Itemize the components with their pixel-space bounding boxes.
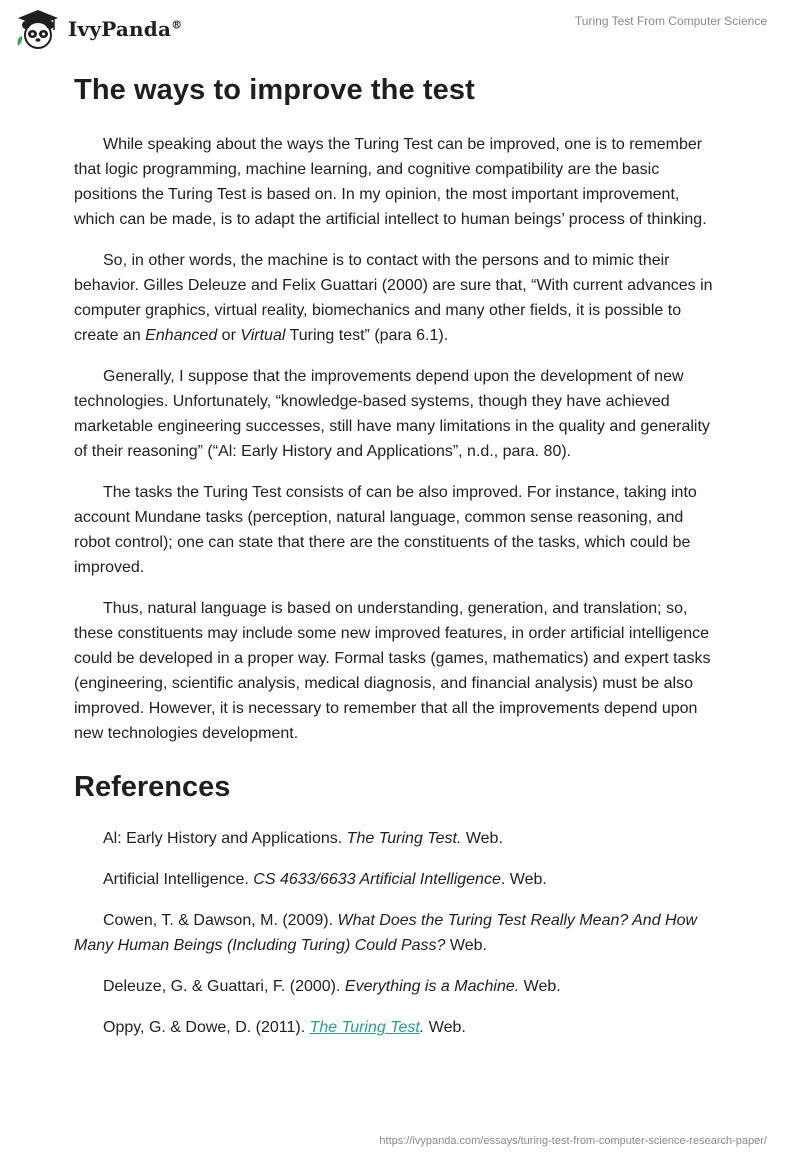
running-title: Turing Test From Computer Science (574, 14, 767, 28)
brand-name: IvyPanda® (68, 17, 183, 41)
paragraph-1: While speaking about the ways the Turing Test can be improved, one is to remember that logic programming, machine learning, and cognitive compatibility are the basic positions the Turing Test is based on. In my opinion, the most important improvement, which can be made, is to adapt the artificial intellect to human beings’ process of thinking. (74, 136, 707, 228)
reference-item: Artificial Intelligence. CS 4633/6633 Artificial Intelligence. Web. (103, 871, 547, 888)
paragraph-5: Thus, natural language is based on understanding, generation, and translation; so, these constituents may include some new improved features, in order artificial intelligence could be developed in a proper way. Formal tasks (games, mathematics) and expert tasks (engineering, scientific analysis, medical diagnosis, and financial analysis) must be also improved. However, it is necessary to remember that all the improvements depend upon new technologies development. (74, 600, 711, 742)
ivypanda-logo[interactable] (14, 8, 182, 50)
reference-item: Deleuze, G. & Guattari, F. (2000). Everything is a Machine. Web. (103, 978, 561, 995)
reference-item: Al: Early History and Applications. The Turing Test. Web. (103, 830, 503, 847)
references-heading: References (74, 771, 231, 803)
paragraph-3: Generally, I suppose that the improvements depend upon the development of new technologies. Unfortunately, “knowledge-based systems, though they have achieved marketable engineering successes, still have many limitations in the quality and generality of their reasoning” (“Al: Early History and Applications”, n.d., para. 80). (74, 368, 710, 460)
page-header (0, 0, 800, 60)
panda-graduate-icon (14, 8, 62, 50)
section-heading: The ways to improve the test (74, 74, 475, 106)
reference-link[interactable]: The Turing Test (309, 1019, 420, 1036)
paragraph-4: The tasks the Turing Test consists of can be also improved. For instance, taking into account Mundane tasks (perception, natural language, common sense reasoning, and robot control); one can state that there are the constituents of the tasks, which could be improved. (74, 484, 697, 576)
paragraph-2: So, in other words, the machine is to contact with the persons and to mimic their behavior. Gilles Deleuze and Felix Guattari (2000) are sure that, “With current advances in computer graphics, virtual reality, biomechanics and many other fields, it is possible to create an Enhanced or Virtual Turing test” (para 6.1). (74, 252, 713, 344)
reference-item: Oppy, G. & Dowe, D. (2011). The Turing Test. Web. (103, 1019, 466, 1036)
reference-item: Cowen, T. & Dawson, M. (2009). What Does the Turing Test Really Mean? And How Many Human Beings (Including Turing) Could Pass? Web. (74, 912, 698, 954)
source-url[interactable]: https://ivypanda.com/essays/turing-test-from-computer-science-research-paper/ (379, 1135, 767, 1147)
essay-body (74, 74, 724, 1056)
